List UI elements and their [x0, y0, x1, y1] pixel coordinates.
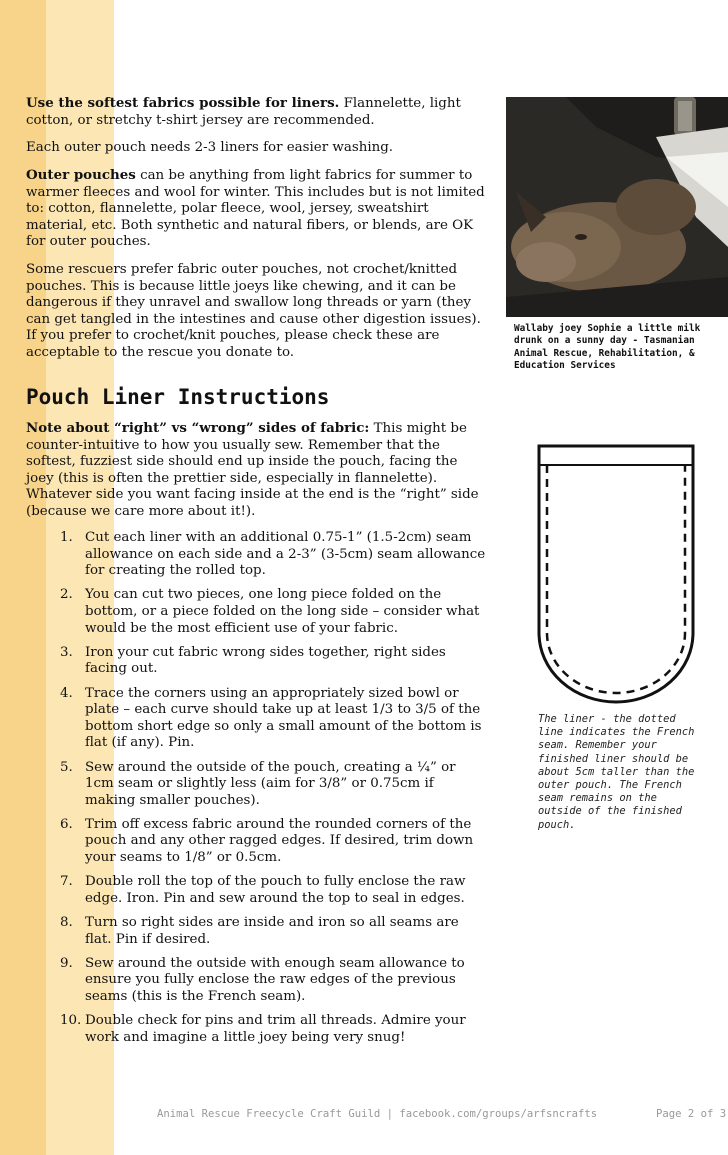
- intro-paragraph-liners: Each outer pouch needs 2-3 liners for easier washing.: [26, 140, 394, 155]
- list-item: [26, 686, 486, 752]
- step-text: Trim off excess fabric around the rounded corners of the pouch and any other ragged edges. If desired, trim down your seams to 1/8” or 0.5cm.: [85, 816, 474, 866]
- step-text: You can cut two pieces, one long piece folded on the bottom, or a piece folded on the long side – consider what would be the most efficient use of your fabric.: [85, 587, 480, 636]
- step-text: Cut each liner with an additional 0.75-1” (1.5-2cm) seam allowance on each side and a 2-3” (3-5cm) seam allowance for creating the rolled top.: [85, 530, 486, 579]
- list-item: [26, 1013, 486, 1046]
- joey-photo: [506, 97, 728, 317]
- list-item: [26, 817, 486, 867]
- intro-paragraph-fabrics: [26, 95, 488, 129]
- list-item: [26, 956, 486, 1006]
- step-text: Trace the corners using an appropriately sized bowl or plate – each curve should take up at least 1/3 to 3/5 of the bottom short edge so only a small amount of the bottom is flat (if any). Pin.: [85, 685, 482, 751]
- step-text: Turn so right sides are inside and iron so all seams are flat. Pin if desired.: [85, 915, 459, 947]
- list-item: [26, 915, 486, 948]
- note-text: This might be counter-intuitive to how you usually sew. Remember that the softest, fuzziest side should end up inside the pouch, facing the joey (this is often the prettier side, especially in flannelette). Whatever side you want facing inside at the end is the “right” side (because we care more about it!).: [26, 421, 479, 519]
- pouch-liner-diagram: [536, 443, 696, 705]
- step-text: Sew around the outside with enough seam allowance to ensure you fully enclose the raw edges of the previous seams (this is the French seam).: [85, 955, 465, 1004]
- step-number: 7.: [60, 874, 73, 890]
- intro-text-fabrics: Flannelette, light cotton, or stretchy t-shirt jersey are recommended.: [26, 96, 461, 128]
- diagram-caption: The liner - the dotted line indicates the French seam. Remember your finished liner should be about 5cm taller than the outer pouch. The French seam remains on the outside of the finished pouch.: [538, 713, 695, 831]
- step-number: 6.: [60, 816, 73, 832]
- liner-outer-edge: [539, 446, 693, 702]
- step-text: Double roll the top of the pouch to fully enclose the raw edge. Iron. Pin and sew around the top to seal in edges.: [85, 874, 466, 906]
- intro-lead-fabrics: Use the softest fabrics possible for liners.: [26, 95, 340, 111]
- french-seam-dotted-line: [547, 465, 685, 693]
- step-number: 5.: [60, 759, 73, 775]
- footer-guild-link: Animal Rescue Freecycle Craft Guild | facebook.com/groups/arfsncrafts: [157, 1108, 598, 1120]
- step-number: 10.: [60, 1013, 82, 1029]
- step-number: 4.: [60, 685, 73, 701]
- step-number: 8.: [60, 915, 73, 931]
- section-heading: Pouch Liner Instructions: [26, 385, 330, 409]
- footer-page-number: Page 2 of 3: [656, 1108, 727, 1120]
- photo-caption: Wallaby joey Sophie a little milk drunk on a sunny day - Tasmanian Animal Rescue, Rehabilitation, & Education Services: [514, 323, 701, 372]
- step-text: Double check for pins and trim all threads. Admire your work and imagine a little joey being very snug!: [85, 1013, 466, 1045]
- intro-lead-outer-pouches: Outer pouches: [26, 167, 136, 183]
- intro-text-outer-pouches: can be anything from light fabrics for summer to warmer fleeces and wool for winter. This includes but is not limited to: cotton, flannelette, polar fleece, wool, jersey, sweatshirt material, etc. Both synthetic and natural fibers, or blends, are OK for outer pouches.: [26, 168, 485, 250]
- list-item: [26, 587, 486, 637]
- step-text: Iron your cut fabric wrong sides together, right sides facing out.: [85, 644, 446, 677]
- note-paragraph: [26, 420, 488, 521]
- step-number: 3.: [60, 644, 73, 660]
- step-number: 1.: [60, 530, 73, 545]
- list-item: [26, 760, 486, 810]
- step-number: 9.: [60, 955, 73, 971]
- step-number: 2.: [60, 587, 73, 603]
- joey-photo-illustration: [506, 97, 728, 317]
- intro-paragraph-outer-pouches: [26, 167, 488, 251]
- list-item: [26, 530, 486, 580]
- step-text: Sew around the outside of the pouch, creating a ¼” or 1cm seam or slightly less (aim for 3/8” or 0.75cm if making smaller pouches).: [85, 759, 456, 808]
- list-item: [26, 645, 486, 678]
- pouch-liner-outline: [536, 443, 696, 705]
- note-lead: Note about “right” vs “wrong” sides of fabric:: [26, 420, 370, 436]
- instruction-steps: [26, 530, 486, 1054]
- intro-paragraph-crochet: Some rescuers prefer fabric outer pouches, not crochet/knitted pouches. This is because little joeys like chewing, and it can be dangerous if they unravel and swallow long threads or yarn (they can get tangled in the intestines and cause other digestion issues). If you prefer to crochet/knit pouches, please check these are acceptable to the rescue you donate to.: [26, 262, 481, 360]
- list-item: [26, 874, 486, 907]
